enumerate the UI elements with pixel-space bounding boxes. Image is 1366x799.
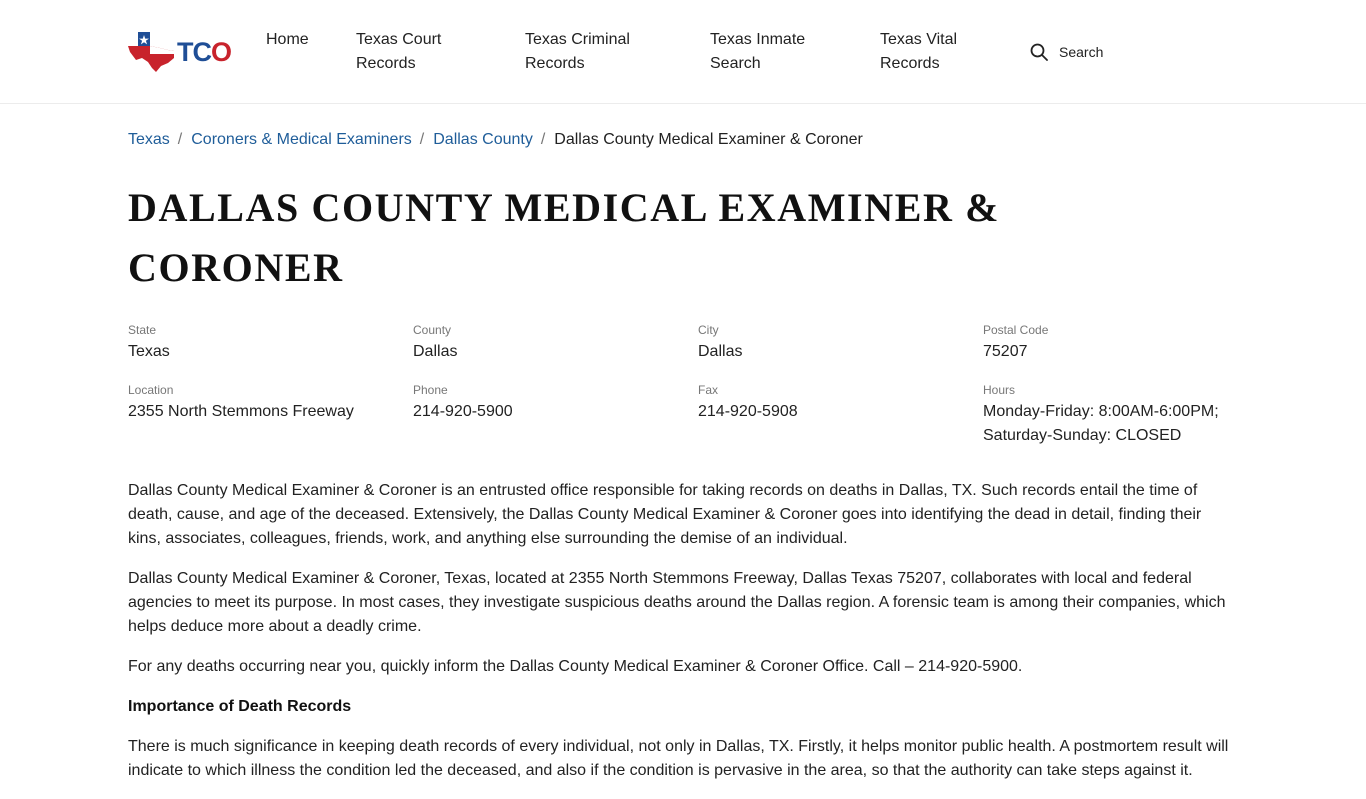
- breadcrumb-texas[interactable]: Texas: [128, 131, 170, 148]
- hours-weekdays: Monday-Friday: 8:00AM-6:00PM;: [983, 403, 1219, 420]
- detail-label: County: [413, 323, 452, 337]
- detail-value: Dallas: [698, 343, 743, 360]
- detail-value: 75207: [983, 343, 1028, 360]
- detail-county: [413, 322, 683, 364]
- detail-label: Postal Code: [983, 323, 1049, 337]
- breadcrumb-separator: /: [419, 131, 425, 148]
- hours-weekend: Saturday-Sunday: CLOSED: [983, 427, 1182, 444]
- search-label: Search: [1059, 44, 1104, 60]
- paragraph: There is much significance in keeping death records of every individual, not only in Dallas, TX. Firstly, it helps monitor public health. A postmortem result will indicate to which illness the condition led the deceased, and also if the condition is pervasive in the area, so that the authority can take steps against it.: [128, 738, 1229, 779]
- nav-texas-criminal-records[interactable]: Texas Criminal Records: [525, 31, 630, 72]
- detail-hours: [983, 382, 1253, 448]
- nav-texas-vital-records[interactable]: Texas Vital Records: [880, 31, 958, 72]
- nav-texas-court-records[interactable]: Texas Court Records: [356, 31, 442, 72]
- article-body: [128, 479, 1233, 799]
- detail-value: Texas: [128, 343, 170, 360]
- breadcrumb-current: Dallas County Medical Examiner & Coroner: [554, 131, 863, 148]
- site-logo[interactable]: [128, 30, 232, 74]
- detail-phone: [413, 382, 683, 424]
- nav-texas-inmate-search[interactable]: Texas Inmate Search: [710, 31, 806, 72]
- detail-label: Location: [128, 383, 174, 397]
- detail-label: Hours: [983, 383, 1016, 397]
- paragraph: Dallas County Medical Examiner & Coroner is an entrusted office responsible for taking records on deaths in Dallas, TX. Such records entail the time of death, cause, and age of the deceased. Extensively, the Dallas County Medical Examiner & Coroner goes into identifying the dead in detail, finding their kins, associates, colleagues, friends, work, and anything else surrounding the demise of an individual.: [128, 482, 1202, 547]
- search-icon: [1030, 43, 1048, 61]
- search-button[interactable]: [1030, 41, 1103, 63]
- breadcrumb-dallas-county[interactable]: Dallas County: [433, 131, 533, 148]
- nav-home[interactable]: Home: [266, 31, 309, 48]
- detail-fax: [698, 382, 968, 424]
- breadcrumb-separator: /: [540, 131, 546, 148]
- detail-value: 214-920-5900: [413, 403, 513, 420]
- breadcrumb: [128, 129, 863, 151]
- detail-postal-code: [983, 322, 1253, 364]
- detail-label: Phone: [413, 383, 448, 397]
- site-header: [0, 0, 1366, 104]
- detail-location: [128, 382, 398, 424]
- breadcrumb-separator: /: [177, 131, 183, 148]
- detail-label: State: [128, 323, 157, 337]
- logo-wordmark: TCO: [177, 37, 232, 67]
- page-title: DALLAS COUNTY MEDICAL EXAMINER & CORONER: [128, 185, 1001, 290]
- breadcrumb-coroners-medical-examiners[interactable]: Coroners & Medical Examiners: [191, 131, 412, 148]
- paragraph: For any deaths occurring near you, quickly inform the Dallas County Medical Examiner & Coroner Office. Call – 214-920-5900.: [128, 658, 1023, 675]
- texas-flag-logo-icon: [128, 30, 176, 74]
- detail-city: [698, 322, 968, 364]
- section-heading: Importance of Death Records: [128, 698, 352, 715]
- detail-value: 214-920-5908: [698, 403, 798, 420]
- detail-state: [128, 322, 398, 364]
- detail-value: 2355 North Stemmons Freeway: [128, 403, 354, 420]
- detail-label: Fax: [698, 383, 719, 397]
- detail-value: [983, 400, 1253, 448]
- detail-label: City: [698, 323, 719, 337]
- paragraph: Dallas County Medical Examiner & Coroner, Texas, located at 2355 North Stemmons Freeway, Dallas Texas 75207, collaborates with local and federal agencies to meet its purpose. In most cases, they investigate suspicious deaths around the Dallas region. A forensic team is among their companies, which helps deduce more about a deadly crime.: [128, 570, 1226, 635]
- detail-value: Dallas: [413, 343, 458, 360]
